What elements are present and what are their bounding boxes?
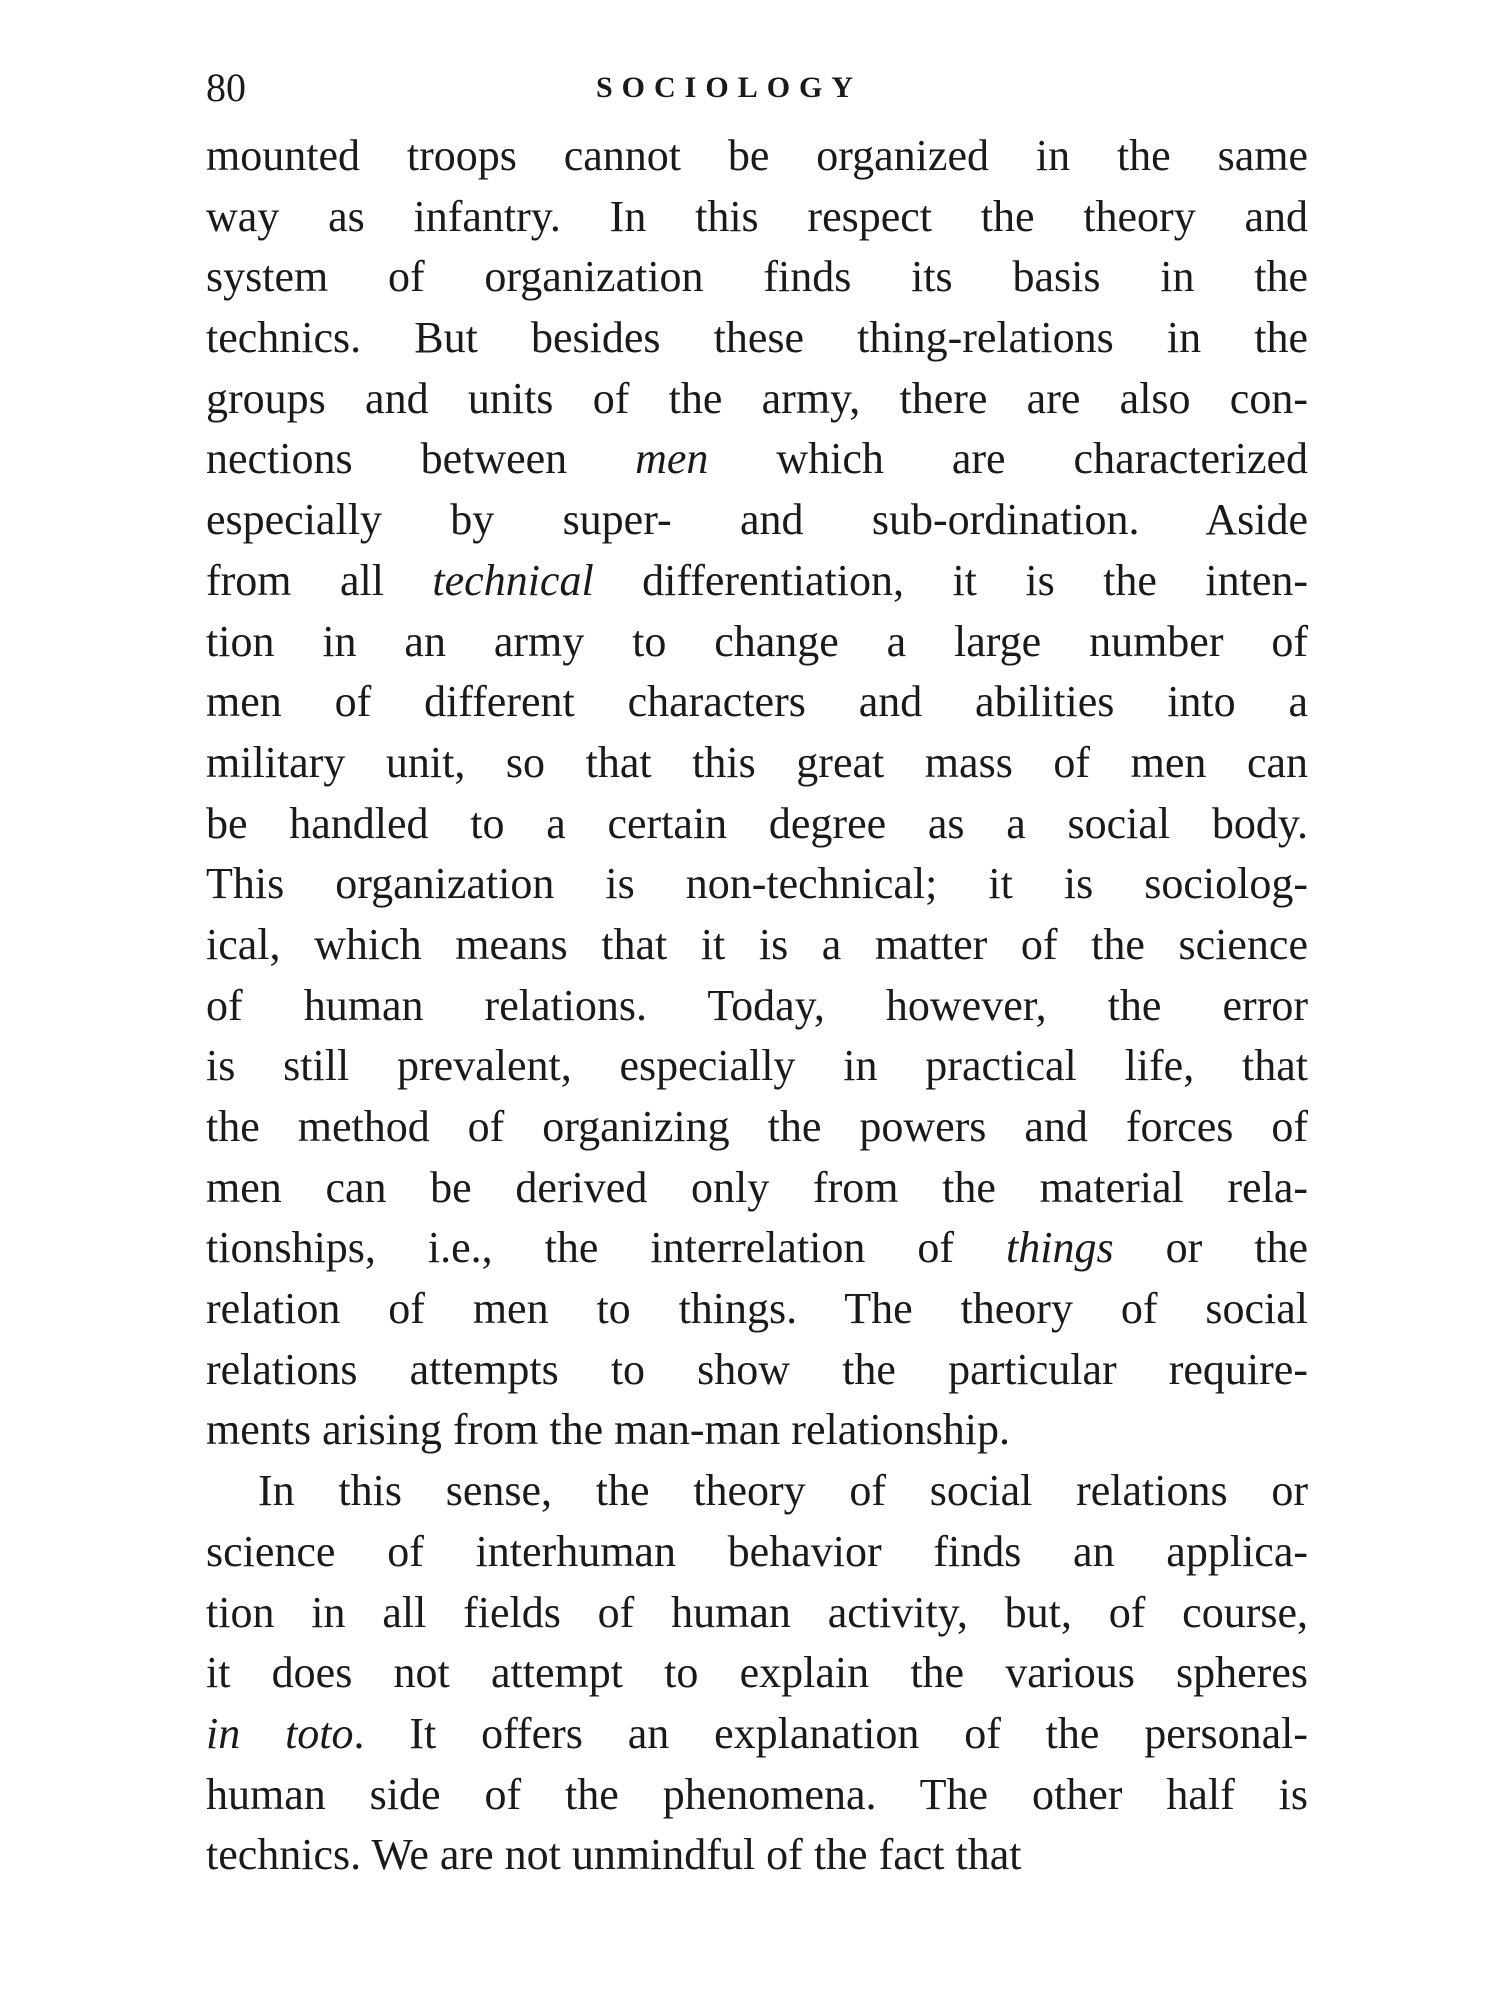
text-line — [206, 733, 1308, 794]
text-span: be handled to a certain degree as a social body. — [206, 798, 1308, 848]
text-span: nections between — [206, 434, 636, 484]
text-line — [206, 126, 1308, 187]
text-line — [206, 976, 1308, 1037]
text-line — [206, 612, 1308, 673]
text-line — [206, 1643, 1308, 1704]
text-line — [206, 1097, 1308, 1158]
text-line — [206, 1400, 1308, 1461]
text-line — [206, 672, 1308, 733]
text-span: science of interhuman behavior finds an applica- — [206, 1526, 1308, 1576]
text-line — [206, 854, 1308, 915]
text-span: way as infantry. In this respect the theory and — [206, 191, 1308, 241]
text-span: it does not attempt to explain the various spheres — [206, 1648, 1308, 1698]
text-span: human side of the phenomena. The other half is — [206, 1769, 1308, 1819]
text-line — [206, 1461, 1308, 1522]
text-span: differentiation, it is the inten- — [593, 555, 1308, 605]
text-span: or the — [1113, 1223, 1308, 1273]
text-span: men can be derived only from the material rela- — [206, 1162, 1308, 1212]
text-span: especially by super- and sub-ordination. Aside — [206, 495, 1308, 545]
text-span: ments arising from the man-man relationship. — [206, 1405, 1011, 1455]
text-line — [206, 794, 1308, 855]
text-line — [206, 551, 1308, 612]
text-span: relation of men to things. The theory of social — [206, 1284, 1308, 1334]
text-line — [206, 1765, 1308, 1826]
text-span: is still prevalent, especially in practical life, that — [206, 1041, 1308, 1091]
text-span: military unit, so that this great mass of men can — [206, 737, 1308, 787]
text-line — [206, 369, 1308, 430]
text-span: In this sense, the theory of social relations or — [258, 1466, 1308, 1516]
running-title: SOCIOLOGY — [596, 71, 863, 104]
text-span: mounted troops cannot be organized in the same — [206, 131, 1308, 180]
text-line — [206, 1825, 1308, 1886]
text-line — [206, 1522, 1308, 1583]
text-span: ical, which means that it is a matter of the science — [206, 919, 1308, 969]
italic-span: men — [635, 434, 709, 484]
body-text — [206, 126, 1308, 1886]
text-span: relations attempts to show the particular require- — [206, 1344, 1308, 1394]
text-line — [206, 1036, 1308, 1097]
text-span: technics. But besides these thing-relations in the — [206, 313, 1308, 363]
text-span: groups and units of the army, there are also con- — [206, 373, 1308, 423]
text-span: This organization is non-technical; it is sociolog- — [206, 859, 1308, 909]
italic-span: technical — [432, 555, 594, 605]
text-line — [206, 1158, 1308, 1219]
text-line — [206, 1340, 1308, 1401]
text-line — [206, 915, 1308, 976]
text-span: which are characterized — [708, 434, 1308, 484]
text-span: system of organization finds its basis in the — [206, 252, 1308, 302]
italic-span: things — [1006, 1223, 1114, 1273]
text-span: men of different characters and abilities into a — [206, 677, 1308, 727]
text-span: from all — [206, 555, 433, 605]
running-head — [206, 58, 1306, 118]
text-line — [206, 247, 1308, 308]
text-span: tionships, i.e., the interrelation of — [206, 1223, 1007, 1273]
text-span: tion in an army to change a large number of — [206, 616, 1308, 666]
italic-span: in toto — [206, 1708, 354, 1758]
text-line — [206, 1704, 1308, 1765]
text-line — [206, 308, 1308, 369]
text-span: of human relations. Today, however, the error — [206, 980, 1308, 1030]
text-span: tion in all fields of human activity, but, of course, — [206, 1587, 1308, 1637]
text-line — [206, 1218, 1308, 1279]
text-line — [206, 1583, 1308, 1644]
text-span: . It offers an explanation of the personal- — [353, 1708, 1308, 1758]
text-span: the method of organizing the powers and forces of — [206, 1102, 1308, 1151]
text-line — [206, 1279, 1308, 1340]
text-line — [206, 429, 1308, 490]
text-line — [206, 490, 1308, 551]
text-line — [206, 187, 1308, 248]
page-number: 80 — [206, 65, 246, 110]
text-span: technics. We are not unmindful of the fact that — [206, 1830, 1022, 1880]
